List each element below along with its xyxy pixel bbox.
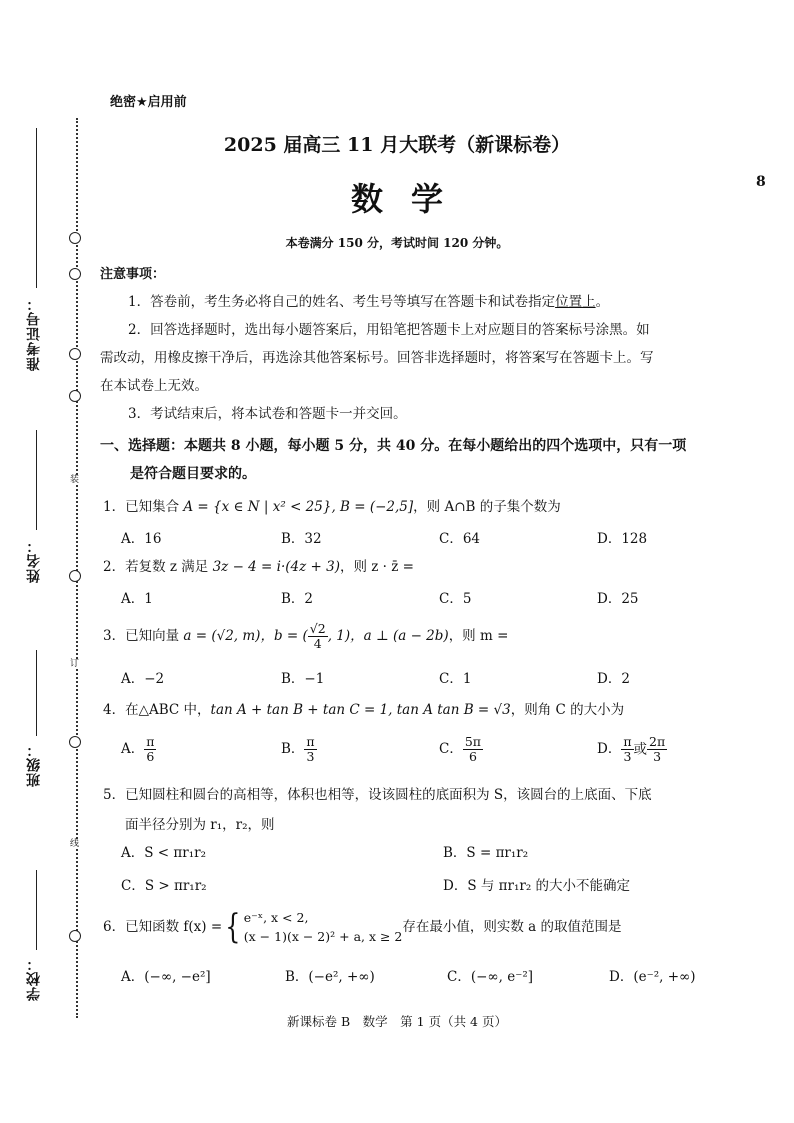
q4-d-num1: π <box>623 734 632 749</box>
q1-math: A = {x ∈ N | x² < 25}, B = (−2,5] <box>183 499 414 515</box>
q6-piecewise <box>244 908 403 946</box>
page-footer: 新课标卷 B 数学 第 1 页（共 4 页） <box>287 1014 507 1029</box>
q4-option-c[interactable] <box>439 735 483 764</box>
q4-c-den: 6 <box>468 749 477 764</box>
q2-option-a[interactable]: A．1 <box>121 591 153 607</box>
question-3-stem <box>103 622 763 651</box>
q4-option-b-label: B． <box>281 741 305 757</box>
q4-stem-pre: 4．在△ABC 中， <box>103 702 211 718</box>
binding-hole <box>69 348 81 360</box>
notice-item-1-underlined: 位置上 <box>555 294 596 310</box>
q1-option-c[interactable]: C．64 <box>439 531 481 547</box>
q1-option-d[interactable]: D．128 <box>597 531 648 547</box>
question-1-stem <box>103 497 763 517</box>
q3-vector-b-post: , 1) <box>327 628 351 644</box>
binding-char-xian: 线 <box>70 839 80 849</box>
q4-option-d-label: D． <box>597 741 622 757</box>
q6-option-a[interactable]: A．(−∞, −e²] <box>121 969 211 985</box>
q6-option-d[interactable]: D．(e⁻², +∞) <box>609 969 696 985</box>
q6-stem-post: 存在最小值，则实数 a 的取值范围是 <box>402 919 622 935</box>
q4-a-den: 6 <box>146 749 155 764</box>
q4-option-b[interactable] <box>281 735 317 764</box>
q6-brace: { <box>225 907 241 947</box>
q3-stem-pre: 3．已知向量 <box>103 628 184 644</box>
exam-title: 2025 届高三 11 月大联考（新课标卷） <box>223 134 571 156</box>
q3-option-c[interactable]: C．1 <box>439 671 472 687</box>
q6-option-c[interactable]: C．(−∞, e⁻²] <box>447 969 534 985</box>
q2-stem-post: ，则 z · z̄ = <box>339 559 414 575</box>
q4-option-a-label: A． <box>121 741 145 757</box>
q2-stem-pre: 2．若复数 z 满足 <box>103 559 213 575</box>
q4-d-den2: 3 <box>653 749 662 764</box>
notice-item-2-line-2: 需改动，用橡皮擦干净后，再选涂其他答案标号。回答非选择题时，将答案写在答题卡上。写 <box>100 350 654 366</box>
q6-piece-1: e⁻ˣ, x < 2, <box>243 910 309 925</box>
q4-stem-post: ，则角 C 的大小为 <box>510 702 625 718</box>
notice-item-2-line-3: 在本试卷上无效。 <box>100 378 208 394</box>
q5-option-c[interactable]: C．S > πr₁r₂ <box>121 878 207 894</box>
q3-option-b[interactable]: B．−1 <box>281 671 325 687</box>
notice-item-2-line-1: 2．回答选择题时，选出每小题答案后，用铅笔把答题卡上对应题目的答案标号涂黑。如 <box>128 322 650 338</box>
confidential-mark: 绝密★启用前 <box>110 95 187 110</box>
q3-frac-num: √2 <box>309 621 326 636</box>
class-field[interactable] <box>36 650 37 736</box>
section-heading-line-1: 一、选择题：本题共 8 小题，每小题 5 分，共 40 分。在每小题给出的四个选项中，只有一项 <box>100 438 687 454</box>
name-field[interactable] <box>36 430 37 530</box>
notice-item-3: 3．考试结束后，将本试卷和答题卡一并交回。 <box>128 406 407 422</box>
q4-d-or: 或 <box>633 741 648 758</box>
q6-piece-2: (x − 1)(x − 2)² + a, x ≥ 2 <box>243 929 403 944</box>
q3-fraction <box>308 622 328 651</box>
q2-math: 3z − 4 = i·(4z + 3) <box>212 559 340 575</box>
q2-option-c[interactable]: C．5 <box>439 591 472 607</box>
q4-option-d-frac2 <box>647 735 667 764</box>
admission-number-label: 准考证号： <box>26 296 42 371</box>
q3-option-a[interactable]: A．−2 <box>121 671 165 687</box>
q6-option-b[interactable]: B．(−e², +∞) <box>285 969 375 985</box>
notice-item-1 <box>100 288 750 316</box>
notice-list <box>100 288 750 428</box>
q2-option-d[interactable]: D．25 <box>597 591 639 607</box>
name-label: 姓名： <box>26 538 42 583</box>
notice-heading: 注意事项： <box>100 267 166 282</box>
binding-hole <box>69 736 81 748</box>
score-time-line: 本卷满分 150 分，考试时间 120 分钟。 <box>285 236 509 250</box>
q4-math: tan A + tan B + tan C = 1, tan A tan B = √3 <box>210 702 511 718</box>
q6-stem-pre: 6．已知函数 f(x) = <box>103 919 223 935</box>
school-label: 学校： <box>26 956 42 1001</box>
binding-dotted-line <box>76 118 78 1018</box>
q1-option-a[interactable]: A．16 <box>121 531 162 547</box>
question-5-stem <box>103 780 763 840</box>
q3-frac-den: 4 <box>313 636 322 651</box>
q5-option-d[interactable]: D．S 与 πr₁r₂ 的大小不能确定 <box>443 878 631 894</box>
binding-hole <box>69 390 81 402</box>
q3-vector-b-pre: ，b = ( <box>260 628 308 644</box>
q3-vector-a: a = (√2, m) <box>183 628 261 644</box>
q4-b-den: 3 <box>306 749 315 764</box>
page-mark: 8 <box>756 174 766 190</box>
notice-item-1-text: 1．答卷前，考生务必将自己的姓名、考生号等填写在答题卡和试卷指定 <box>128 294 556 310</box>
binding-hole <box>69 570 81 582</box>
question-6-stem <box>103 908 763 946</box>
q4-d-den1: 3 <box>623 749 632 764</box>
q5-line-1: 5．已知圆柱和圆台的高相等，体积也相等，设该圆柱的底面积为 S，该圆台的上底面、下底 <box>103 787 652 803</box>
question-4-stem <box>103 700 763 720</box>
q4-option-a[interactable] <box>121 735 156 764</box>
binding-hole <box>69 268 81 280</box>
q5-line-2: 面半径分别为 r₁，r₂，则 <box>125 817 275 833</box>
school-field[interactable] <box>36 870 37 950</box>
q5-option-a[interactable]: A．S < πr₁r₂ <box>121 845 206 861</box>
q3-stem-post: ，则 m = <box>448 628 509 644</box>
section-heading <box>100 432 760 488</box>
q3-option-d[interactable]: D．2 <box>597 671 630 687</box>
q1-stem-post: ，则 A∩B 的子集个数为 <box>413 499 561 515</box>
binding-char-ding: 订 <box>70 659 80 669</box>
q4-option-a-frac <box>144 735 156 764</box>
binding-hole <box>69 930 81 942</box>
q4-b-num: π <box>306 734 315 749</box>
q4-option-c-label: C． <box>439 741 463 757</box>
q2-option-b[interactable]: B．2 <box>281 591 314 607</box>
q4-option-d-frac1 <box>621 735 633 764</box>
q4-option-d[interactable] <box>597 735 667 764</box>
class-label: 班级： <box>26 742 42 787</box>
q4-option-c-frac <box>463 735 483 764</box>
q1-stem-pre: 1．已知集合 <box>103 499 184 515</box>
q5-option-b[interactable]: B．S = πr₁r₂ <box>443 845 529 861</box>
q3-perp-condition: ，a ⊥ (a − 2b) <box>350 628 449 644</box>
q4-option-b-frac <box>304 735 316 764</box>
notice-item-1-end: 。 <box>595 294 610 310</box>
q4-c-num: 5π <box>464 734 482 749</box>
q4-a-num: π <box>146 734 155 749</box>
q4-d-num2: 2π <box>649 734 666 749</box>
subject-title: 数学 <box>350 180 471 218</box>
binding-char-zhuang: 装 <box>70 475 80 485</box>
section-heading-line-2: 是符合题目要求的。 <box>130 466 256 482</box>
question-2-stem <box>103 557 763 577</box>
q1-option-b[interactable]: B．32 <box>281 531 322 547</box>
